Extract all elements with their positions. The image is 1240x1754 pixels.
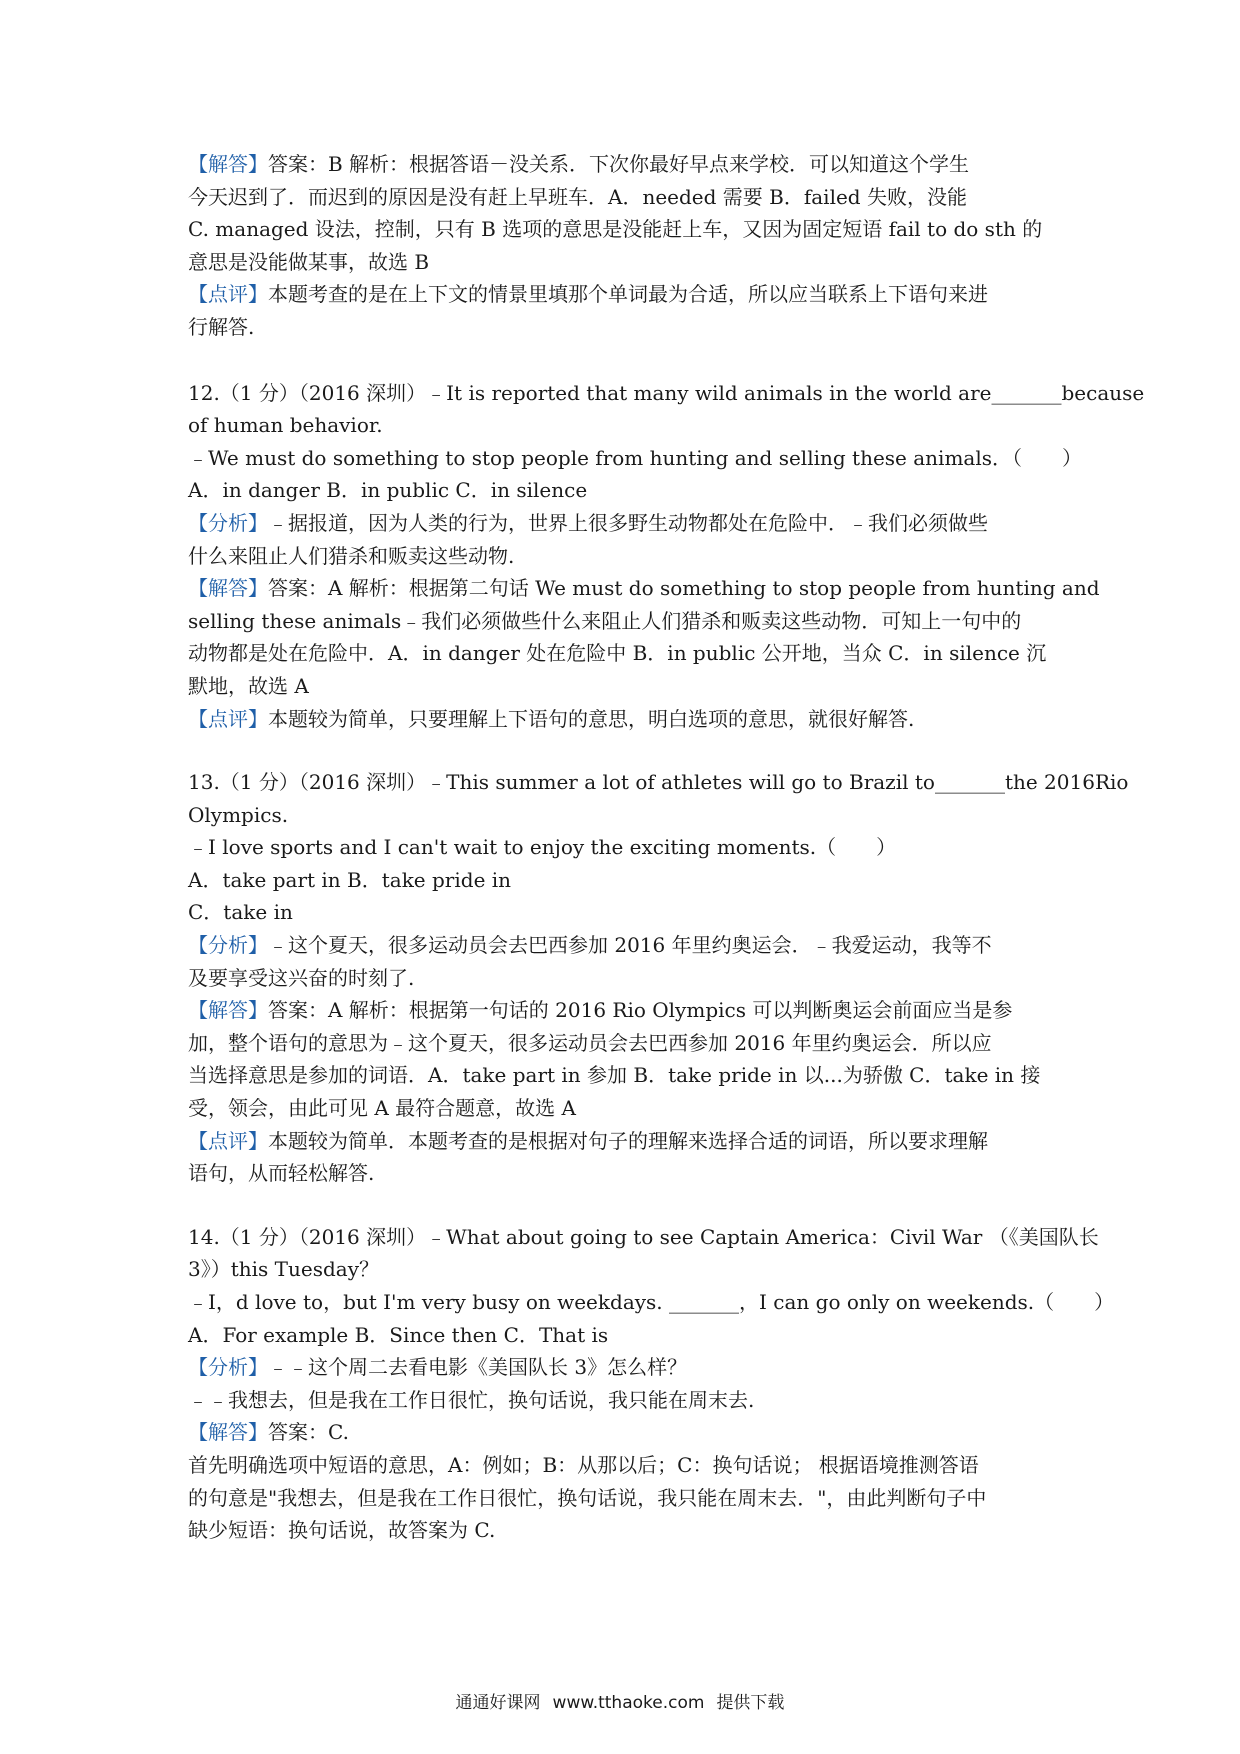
analysis-label: 【分析】 xyxy=(188,510,268,535)
comment-text: 本题较为简单．本题考查的是根据对句子的理解来选择合适的词语，所以要求理解 xyxy=(268,1128,988,1153)
answer-text-line: 默地，故选 A xyxy=(188,673,309,698)
comment-label: 【点评】 xyxy=(188,1128,268,1153)
page-footer xyxy=(0,1688,1240,1713)
comment-text-line: 语句，从而轻松解答. xyxy=(188,1161,375,1186)
answer-text: 答案：A 解析：根据第一句话的 2016 Rio Olympics 可以判断奥运会前面应当是参 xyxy=(268,998,1013,1023)
answer-text-line: 当选择意思是参加的词语．A．take part in 参加 B．take pride in 以...为骄傲 C．take in 接 xyxy=(188,1063,1041,1088)
analysis-text: ﹣据报道，因为人类的行为，世界上很多野生动物都处在危险中．﹣我们必须做些 xyxy=(268,510,988,535)
footer-url[interactable]: www.tthaoke.com xyxy=(552,1693,705,1713)
answer-text: 答案：B 解析：根据答语－没关系．下次你最好早点来学校．可以知道这个学生 xyxy=(268,152,970,176)
answer-label: 【解答】 xyxy=(188,998,268,1023)
question-11-tail xyxy=(188,148,1058,344)
question-options: C．take in xyxy=(188,900,293,925)
explanation-text-line: 缺少短语：换句话说，故答案为 C. xyxy=(188,1518,496,1543)
comment-label: 【点评】 xyxy=(188,282,268,307)
question-options: A．take part in B．take pride in xyxy=(188,867,512,892)
analysis-label: 【分析】 xyxy=(188,1355,268,1380)
comment-text: 本题较为简单，只要理解上下语句的意思，明白选项的意思，就很好解答. xyxy=(268,706,915,731)
question-reply: ﹣I，d love to，but I'm very busy on weekdays. _______，I can go only on weekends.（ ） xyxy=(188,1290,1115,1314)
analysis-text-line: 及要享受这兴奋的时刻了. xyxy=(188,965,415,990)
answer-paragraph xyxy=(188,148,1058,181)
explanation-text-line: 首先明确选项中短语的意思，A：例如；B：从那以后；C：换句话说； 根据语境推测答语 xyxy=(188,1452,979,1477)
answer-text-line: 加，整个语句的意思为﹣这个夏天，很多运动员会去巴西参加 2016 年里约奥运会．所以应 xyxy=(188,1030,992,1055)
footer-suffix: 提供下载 xyxy=(716,1693,785,1713)
document-body xyxy=(188,148,1145,1547)
explanation-text-line: 的句意是"我想去，但是我在工作日很忙，换句话说，我只能在周末去．"，由此判断句子中 xyxy=(188,1485,987,1510)
question-reply: ﹣We must do something to stop people from hunting and selling these animals．（ ） xyxy=(188,445,1082,470)
question-stem-line: 3》）this Tuesday？ xyxy=(188,1257,380,1282)
question-13 xyxy=(188,766,1129,1190)
answer-text-line: 动物都是处在危险中．A．in danger 处在危险中 B．in public 公开地，当众 C．in silence 沉 xyxy=(188,641,1047,666)
question-reply: ﹣I love sports and I can't wait to enjoy the exciting moments.（ ） xyxy=(188,835,897,860)
answer-label: 【解答】 xyxy=(188,576,268,601)
question-options: A．For example B．Since then C．That is xyxy=(188,1322,609,1347)
analysis-text: ﹣这个夏天，很多运动员会去巴西参加 2016 年里约奥运会．﹣我爱运动，我等不 xyxy=(268,933,992,958)
analysis-text-line: 什么来阻止人们猎杀和贩卖这些动物. xyxy=(188,543,515,568)
answer-text-line: C. managed 设法，控制，只有 B 选项的意思是没能赶上车，又因为固定短语 fail to do sth 的 xyxy=(188,217,1043,242)
answer-label: 【解答】 xyxy=(188,1420,268,1445)
question-stem-line: Olympics. xyxy=(188,802,289,827)
answer-text-line: 受，领会，由此可见 A 最符合题意，故选 A xyxy=(188,1096,576,1121)
comment-text-line: 行解答. xyxy=(188,314,255,339)
question-stem: 14.（1 分）（2016 深圳）﹣What about going to see Captain America：Civil War （《美国队长 xyxy=(188,1224,1099,1249)
comment-text: 本题考查的是在上下文的情景里填那个单词最为合适，所以应当联系上下语句来进 xyxy=(268,282,988,307)
analysis-text-line: ﹣﹣我想去，但是我在工作日很忙，换句话说，我只能在周末去. xyxy=(188,1387,755,1412)
answer-label: 【解答】 xyxy=(188,152,268,176)
answer-text-line: 意思是没能做某事，故选 B xyxy=(188,249,430,274)
answer-text: 答案：A 解析：根据第二句话 We must do something to stop people from hunting and xyxy=(268,576,1100,601)
footer-site-name: 通通好课网 xyxy=(455,1693,541,1713)
question-stem-line: of human behavior. xyxy=(188,413,383,438)
answer-text: 答案：C. xyxy=(268,1420,349,1445)
question-options: A．in danger B．in public C．in silence xyxy=(188,478,588,503)
answer-text-line: selling these animals﹣我们必须做些什么来阻止人们猎杀和贩卖这些动物．可知上一句中的 xyxy=(188,608,1022,633)
analysis-label: 【分析】 xyxy=(188,933,268,958)
comment-label: 【点评】 xyxy=(188,706,268,731)
answer-text-line: 今天迟到了．而迟到的原因是没有赶上早班车．A．needed 需要 B．failed 失败，没能 xyxy=(188,184,967,209)
question-stem: 13.（1 分）（2016 深圳）﹣This summer a lot of athletes will go to Brazil to_______the 2016Rio xyxy=(188,770,1129,795)
question-12 xyxy=(188,377,1145,736)
question-14 xyxy=(188,1221,1115,1547)
analysis-text: ﹣﹣这个周二去看电影《美国队长 3》怎么样？ xyxy=(268,1355,688,1380)
question-stem: 12.（1 分）（2016 深圳）﹣It is reported that many wild animals in the world are_______because xyxy=(188,380,1145,405)
